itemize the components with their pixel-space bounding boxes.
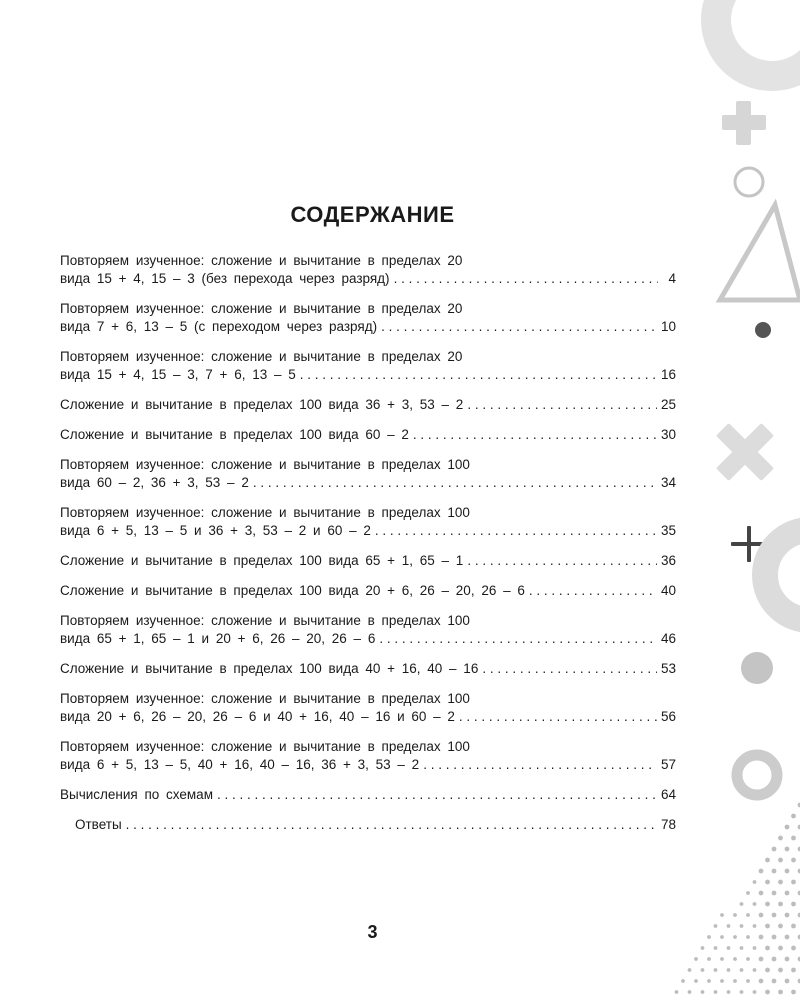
toc-entry-page: 10 (660, 319, 676, 334)
pattern-dot (778, 858, 783, 863)
pattern-dot (746, 935, 750, 939)
toc-entry-subtitle: Сложение и вычитание в пределах 100 вида 40 + 16, 40 – 16 (60, 661, 479, 676)
toc-entry[interactable] (60, 348, 676, 384)
toc-entry[interactable] (60, 612, 676, 648)
dot-leader (300, 366, 657, 384)
pattern-dot (765, 946, 770, 951)
toc-entry-title: Повторяем изученное: сложение и вычитание в пределах 20 (60, 301, 463, 316)
pattern-dot (707, 979, 711, 983)
toc-entry-page: 36 (660, 553, 676, 568)
pattern-dot (791, 880, 796, 885)
pattern-dot (688, 990, 692, 994)
pattern-dot (720, 957, 724, 961)
plus-icon (722, 101, 766, 145)
toc-entry-subtitle: Сложение и вычитание в пределах 100 вида 65 + 1, 65 – 1 (60, 553, 464, 568)
page-title: СОДЕРЖАНИЕ (290, 202, 455, 227)
toc-entry-page: 4 (668, 271, 676, 286)
pattern-dot (746, 957, 750, 961)
pattern-dot (707, 957, 711, 961)
pattern-dot (778, 924, 783, 929)
toc-entry[interactable] (60, 300, 676, 336)
toc-entry-subtitle: вида 15 + 4, 15 – 3, 7 + 6, 13 – 5 (60, 367, 296, 382)
pattern-dot (759, 979, 764, 984)
dot-leader (482, 660, 657, 678)
toc-entry[interactable] (60, 252, 676, 288)
toc-entry[interactable] (60, 504, 676, 540)
pattern-dot (727, 946, 731, 950)
page-number: 3 (367, 922, 378, 942)
pattern-dot (740, 902, 744, 906)
filled-circle-icon (741, 652, 773, 684)
toc-entry-page: 57 (660, 757, 676, 772)
pattern-dot (785, 913, 790, 918)
dot-leader (413, 426, 657, 444)
pattern-dot (733, 957, 737, 961)
toc-entry-title: Повторяем изученное: сложение и вычитание в пределах 20 (60, 349, 463, 364)
toc-entry[interactable] (60, 456, 676, 492)
pattern-dot (727, 990, 731, 994)
pattern-dot (791, 858, 796, 863)
pattern-dot (720, 979, 724, 983)
dot-leader (459, 708, 657, 726)
pattern-dot (785, 869, 790, 874)
pattern-dot (753, 990, 757, 994)
pattern-dot (778, 990, 783, 995)
cross-icon (700, 407, 791, 498)
toc-entry[interactable] (60, 396, 676, 414)
toc-entry-subtitle: вида 7 + 6, 13 – 5 (с переходом через разряд) (60, 319, 378, 334)
toc-entry-subtitle: Вычисления по схемам (60, 787, 213, 802)
pattern-dot (765, 968, 770, 973)
toc-entry-page: 35 (660, 523, 676, 538)
big-ring-icon (765, 530, 800, 620)
pattern-dot (785, 979, 790, 984)
pattern-dot (753, 902, 757, 906)
toc-entry-page: 56 (660, 709, 676, 724)
toc-entry-subtitle: вида 6 + 5, 13 – 5, 40 + 16, 40 – 16, 36 + 3, 53 – 2 (60, 757, 420, 772)
pattern-dot (759, 957, 764, 962)
dot-leader (529, 582, 657, 600)
pattern-dot (772, 847, 777, 852)
dot-leader (379, 630, 657, 648)
pattern-dot (740, 990, 744, 994)
toc-entry-page: 40 (660, 583, 676, 598)
pattern-dot (675, 990, 679, 994)
pattern-dot (772, 979, 777, 984)
pattern-dot (746, 891, 750, 895)
pattern-dot (681, 979, 685, 983)
pattern-dot (753, 880, 757, 884)
small-circle-icon (735, 168, 763, 196)
dot-leader (394, 270, 658, 288)
toc-entry[interactable] (60, 582, 676, 600)
dot-leader (467, 552, 657, 570)
toc-entry-title: Повторяем изученное: сложение и вычитание в пределах 100 (60, 613, 470, 628)
pattern-dot (714, 968, 718, 972)
pattern-dot (759, 913, 764, 918)
pattern-dot (740, 946, 744, 950)
pattern-dot (791, 814, 796, 819)
pattern-dot (727, 968, 731, 972)
pattern-dot (778, 902, 783, 907)
pattern-dot (694, 979, 698, 983)
table-of-contents (60, 252, 676, 846)
toc-entry[interactable] (60, 552, 676, 570)
toc-entry-title: Повторяем изученное: сложение и вычитание в пределах 20 (60, 253, 463, 268)
toc-entry-subtitle: Сложение и вычитание в пределах 100 вида 20 + 6, 26 – 20, 26 – 6 (60, 583, 525, 598)
pattern-dot (714, 990, 718, 994)
ring-icon (716, 0, 800, 76)
pattern-dot (772, 935, 777, 940)
toc-entry[interactable] (60, 738, 676, 774)
dot-leader (381, 318, 657, 336)
pattern-dot (746, 979, 750, 983)
dot-leader (126, 816, 657, 834)
pattern-dot (791, 836, 796, 841)
pattern-dot (714, 946, 718, 950)
toc-entry-subtitle: вида 65 + 1, 65 – 1 и 20 + 6, 26 – 20, 26 – 6 (60, 631, 376, 646)
pattern-dot (785, 891, 790, 896)
pattern-dot (785, 935, 790, 940)
toc-entry-title: Повторяем изученное: сложение и вычитание в пределах 100 (60, 505, 470, 520)
pattern-dot (778, 880, 783, 885)
pattern-dot (753, 924, 757, 928)
pattern-dot (765, 880, 770, 885)
dot-leader (423, 756, 657, 774)
pattern-dot (765, 858, 770, 863)
pattern-dot (785, 957, 790, 962)
dot-leader (253, 474, 657, 492)
toc-entry-title: Повторяем изученное: сложение и вычитание в пределах 100 (60, 739, 470, 754)
pattern-dot (753, 968, 757, 972)
pattern-dot (791, 968, 796, 973)
toc-entry-subtitle: вида 60 – 2, 36 + 3, 53 – 2 (60, 475, 249, 490)
toc-entry-title: Повторяем изученное: сложение и вычитание в пределах 100 (60, 691, 470, 706)
pattern-dot (772, 913, 777, 918)
toc-entry-page: 46 (660, 631, 676, 646)
pattern-dot (772, 957, 777, 962)
toc-entry-subtitle: Сложение и вычитание в пределах 100 вида 60 – 2 (60, 427, 409, 442)
pattern-dot (759, 869, 764, 874)
pattern-dot (778, 968, 783, 973)
pattern-dot (785, 825, 790, 830)
pattern-dot (688, 968, 692, 972)
pattern-dot (733, 913, 737, 917)
toc-entry-subtitle: Ответы (75, 817, 122, 832)
pattern-dot (791, 946, 796, 951)
toc-entry-page: 30 (660, 427, 676, 442)
dot-leader (217, 786, 657, 804)
pattern-dot (772, 869, 777, 874)
pattern-dot (791, 924, 796, 929)
pattern-dot (759, 935, 764, 940)
toc-entry[interactable] (60, 660, 676, 678)
dot-leader (467, 396, 657, 414)
toc-entry-page: 78 (660, 817, 676, 832)
toc-entry[interactable] (60, 426, 676, 444)
toc-entry-page: 34 (660, 475, 676, 490)
pattern-dot (753, 946, 757, 950)
toc-entry-title: Повторяем изученное: сложение и вычитание в пределах 100 (60, 457, 470, 472)
toc-entry[interactable] (60, 690, 676, 726)
toc-entry-page: 16 (660, 367, 676, 382)
dot-icon (755, 322, 771, 338)
pattern-dot (765, 924, 770, 929)
pattern-dot (772, 891, 777, 896)
dot-leader (375, 522, 657, 540)
pattern-dot (759, 891, 764, 896)
pattern-dot (701, 990, 705, 994)
pattern-dot (765, 902, 770, 907)
dot-pattern (675, 803, 800, 995)
toc-entry-subtitle: вида 15 + 4, 15 – 3 (без перехода через разряд) (60, 271, 390, 286)
pattern-dot (701, 946, 705, 950)
toc-entry-subtitle: Сложение и вычитание в пределах 100 вида 36 + 3, 53 – 2 (60, 397, 464, 412)
pattern-dot (733, 979, 737, 983)
toc-entry-page: 25 (660, 397, 676, 412)
ring-small-icon (737, 755, 777, 795)
toc-entry-subtitle: вида 20 + 6, 26 – 20, 26 – 6 и 40 + 16, 40 – 16 и 60 – 2 (60, 709, 455, 724)
pattern-dot (778, 946, 783, 951)
pattern-dot (785, 847, 790, 852)
pattern-dot (740, 968, 744, 972)
pattern-dot (765, 990, 770, 995)
toc-entry-page: 53 (660, 661, 676, 676)
toc-entry[interactable] (60, 786, 676, 804)
toc-entry-subtitle: вида 6 + 5, 13 – 5 и 36 + 3, 53 – 2 и 60 – 2 (60, 523, 371, 538)
pattern-dot (694, 957, 698, 961)
pattern-dot (791, 990, 796, 995)
pattern-dot (701, 968, 705, 972)
pattern-dot (720, 913, 724, 917)
toc-entry-page: 64 (660, 787, 676, 802)
pattern-dot (791, 902, 796, 907)
toc-entry[interactable] (60, 816, 676, 834)
pattern-dot (746, 913, 750, 917)
pattern-dot (778, 836, 783, 841)
